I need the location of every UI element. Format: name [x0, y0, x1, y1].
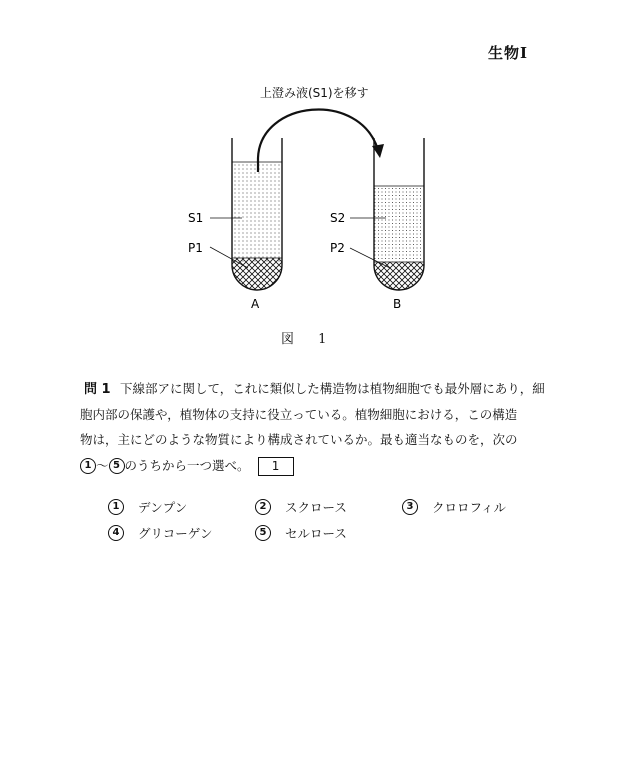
transfer-label: 上澄み液(S1)を移す	[260, 86, 369, 100]
choice-3[interactable]	[402, 498, 506, 516]
tube-b	[374, 186, 424, 298]
choice-label: グリコーゲン	[138, 526, 213, 541]
centrifuge-figure	[150, 100, 480, 320]
choice-1[interactable]	[108, 498, 187, 516]
supernatant-s1	[232, 162, 282, 262]
supernatant-s2	[374, 186, 424, 262]
label-p1: P1	[188, 241, 203, 255]
choice-label: クロロフィル	[432, 500, 507, 515]
choice-label: デンプン	[138, 500, 188, 515]
label-s2: S2	[330, 211, 346, 225]
label-s1: S1	[188, 211, 204, 225]
pellet-p2	[374, 262, 424, 298]
question-line-2: 胞内部の保護や，植物体の支持に役立っている。植物細胞における，この構造	[80, 406, 518, 422]
choice-5[interactable]	[255, 524, 347, 542]
question-instruction: のうちから一つ選べ。	[124, 457, 250, 473]
pellet-p1	[232, 258, 282, 298]
label-p2: P2	[330, 241, 345, 255]
question-line-4	[80, 453, 540, 479]
choice-4[interactable]	[108, 524, 213, 542]
range-separator: 〜	[96, 457, 109, 473]
choice-number: 2	[255, 499, 271, 515]
choice-label: スクロース	[285, 500, 347, 515]
label-tube-a: A	[251, 297, 260, 311]
question-number: 問 1	[84, 382, 111, 397]
range-end-number: 5	[109, 458, 125, 474]
choice-2[interactable]	[255, 498, 347, 516]
subject-title: 生物Ⅰ	[488, 44, 529, 62]
tube-a	[232, 162, 282, 298]
question-line-1: 下線部アに関して，これに類似した構造物は植物細胞でも最外層にあり，細	[120, 381, 545, 396]
label-tube-b: B	[393, 297, 402, 311]
range-start-number: 1	[80, 458, 96, 474]
choice-number: 3	[402, 499, 418, 515]
choice-number: 1	[108, 499, 124, 515]
question-line-3: 物は，主にどのような物質により構成されているか。最も適当なものを，次の	[80, 432, 518, 447]
choice-label: セルロース	[285, 526, 347, 541]
choice-number: 5	[255, 525, 271, 541]
answer-box[interactable]: 1	[258, 457, 294, 476]
choice-number: 4	[108, 525, 124, 541]
figure-caption: 図 1	[281, 332, 337, 347]
